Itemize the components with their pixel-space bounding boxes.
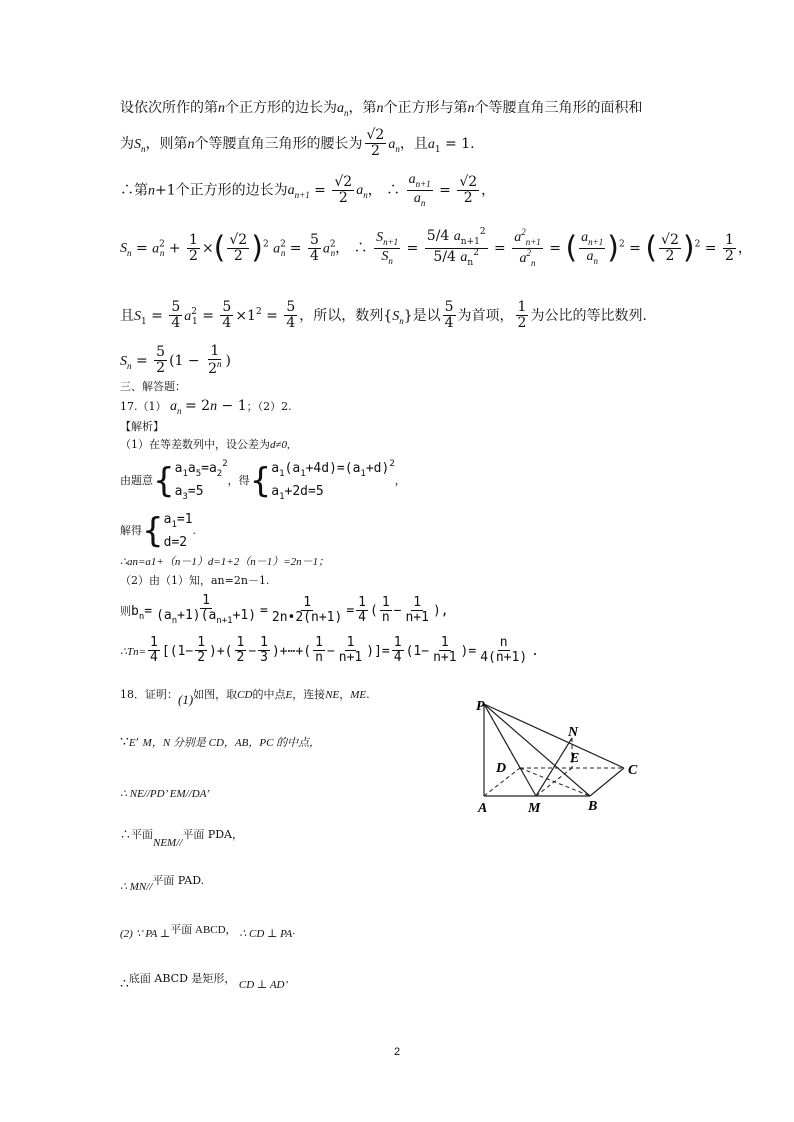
para-line-5: 且$S_1$ = $\frac{5}{4}$ $a^2_1$ = $\frac{5}{4}$ $\times 1^2$ = $\frac{5}{4}$ ，所以，数列$\{S_n\}$是以 $\frac{5}{4}$ 为首项， $\frac{1}{2}$ 为公比的等比数列. <box>120 299 647 332</box>
text: 平面 <box>131 828 153 841</box>
text: (2) ∵ PA ⊥ <box>120 928 171 940</box>
text: ，第 <box>348 100 377 116</box>
proof-line-3: ∴平面NEM//平面 PDA， <box>120 828 244 849</box>
text: 底面 ABCD 是矩形， <box>128 972 236 985</box>
text: ，则第 <box>145 135 188 152</box>
text: 个等腰直角三角形的面积和 <box>474 100 643 116</box>
text: ，且 <box>399 135 428 152</box>
text: . <box>470 135 475 152</box>
proof-line-1: ∵E’ M，N 分别是 CD，AB，PC 的中点， <box>120 734 321 750</box>
text: 设依次所作的第 <box>120 100 218 116</box>
text: ∴an=a1+（n－1）d=1+2（n－1）=2n－1； <box>120 556 330 568</box>
text: 是以 <box>412 307 441 324</box>
s5-line <box>120 574 269 587</box>
text: 【解析】 <box>120 420 164 433</box>
section-heading <box>120 380 186 393</box>
s1-line <box>120 438 290 452</box>
text: 个正方形的边长为 <box>225 100 337 116</box>
label-E: E <box>570 751 580 766</box>
edge-MN <box>536 738 572 796</box>
text: 则 <box>120 604 131 618</box>
label-M: M <box>528 801 541 816</box>
text: . <box>192 524 197 537</box>
edge-PC <box>484 704 624 768</box>
para-line-4: $S_n = a^2_n$ + $\frac{1}{2}$ ×( $\frac{√2}{2}$ )$^2$ $a^2_n$ = $\frac{5}{4}$ $a^2_n$， ∴ $\frac{S_{n+1}}{S_n}$ = $\frac{5/4 a_{n+1}^2}{5/4 a_n^2}$ = $\frac{a^2_{n+1}}{a^2_n}$ = ( $\frac{a_{n+1}}{a_n}$ )$^2$ = ( $\frac{√2}{2}$ )$^2$ = $\frac{1}{2}$ ， <box>120 227 752 268</box>
text: ∴第 <box>120 182 148 199</box>
text: 18．证明： <box>120 688 178 701</box>
label-N: N <box>568 725 579 740</box>
text: ，所以，数列 <box>299 307 384 324</box>
text: . <box>366 688 370 701</box>
para-line-1: 设依次所作的第n个正方形的边长为$a_n$，第n个正方形与第n个等腰直角三角形的面积和 <box>120 100 643 118</box>
analysis-heading <box>120 420 164 433</box>
text: ∴ MN// <box>120 881 153 893</box>
text: 个等腰直角三角形的腰长为 <box>194 135 363 152</box>
proof-line-6: ∴底面 ABCD 是矩形， CD ⊥ AD’ <box>120 972 289 992</box>
text: 平面 PDA， <box>182 828 244 841</box>
edge-DB <box>520 768 590 796</box>
text: ∴Tn= <box>120 645 147 658</box>
text: d≠0, <box>270 439 290 451</box>
label-B: B <box>588 799 598 814</box>
text: ，得 <box>227 474 250 487</box>
para-line-2: 为$S_n$，则第n个等腰直角三角形的腰长为 $\frac{√2}{2}$ $a_n$，且$a_1 = 1$. <box>120 127 475 160</box>
s2-line: 由题意{ $a_1a_5=a_2^2$ $a_3=5$ ，得{ $a_1(a_1+4d)=(a_1+d)^2$ $a_1+2d=5$ ， <box>120 459 406 502</box>
text: 个正方形与第 <box>383 100 468 116</box>
label-A: A <box>478 801 488 816</box>
para-line-6: $S_n$ = $\frac{5}{2}$ (1 − $\frac{1}{2^n}$ ) <box>120 343 231 378</box>
pyramid-figure <box>474 700 654 820</box>
edge-PB <box>484 704 590 796</box>
s3-line: 解得{ $a_1=1$ d=2 . <box>120 511 197 551</box>
label-D: D <box>496 761 507 776</box>
s7-line: ∴Tn= $\frac{1}{4}$ [(1− $\frac{1}{2}$ )+( $\frac{1}{2}$ − $\frac{1}{3}$ )+⋯+( $\frac{1}{n}$ − $\frac{1}{n+1}$ )]= $\frac{1}{4}$ (1− $\frac{1}{n+1}$ )= $\frac{n}{4(n+1)}$ . <box>120 635 539 666</box>
text: 为首项， <box>457 307 514 324</box>
text: （1）在等差数列中，设公差为 <box>120 438 270 451</box>
q17-line: 17.（1） $a_n = 2n - 1$；（2）2. <box>120 398 292 416</box>
text: 个正方形的边长为 <box>175 182 288 199</box>
text: 17.（1） <box>120 400 167 413</box>
edge-BC <box>590 768 624 796</box>
label-C: C <box>628 763 638 778</box>
text: 平面 ABCD， <box>170 924 237 936</box>
proof-line-5 <box>120 924 295 941</box>
s6-line: 则$b_n=$ $\frac{1}{(a_n+1)(a_{n+1}+1)}$ = $\frac{1}{2n•2(n+1)}$ = $\frac{1}{4}$ ( $\frac{1}{n}$ − $\frac{1}{n+1}$ ), <box>120 593 449 627</box>
text: 由题意 <box>120 474 153 487</box>
text: 三、解答题： <box>120 380 186 393</box>
fraction: $\frac{√2}{2}$ <box>366 127 385 160</box>
para-line-3: ∴第n+1个正方形的边长为$a_{n+1}$ = $\frac{√2}{2}$ $a_n$， ∴ $\frac{a_{n+1}}{a_n}$ = $\frac{√2}{2}$ ， <box>120 172 496 208</box>
text: 且 <box>120 307 134 324</box>
text: 平面 PAD. <box>152 874 205 887</box>
text: 的中点 <box>252 688 286 701</box>
text: ∴ CD ⊥ PA· <box>239 928 295 940</box>
text: （2）由（1）知，an=2n－1. <box>120 574 270 587</box>
text: 如图，取 <box>193 688 238 701</box>
text: 解得 <box>120 524 142 537</box>
text: 为 <box>120 135 134 152</box>
text: ；（2）2. <box>246 400 292 413</box>
page-number: 2 <box>394 1046 401 1058</box>
text: ∴ NE//PD’ EM//DA’ <box>120 788 210 800</box>
text: 为公比的等比数列. <box>530 307 647 324</box>
s4-line <box>120 556 329 569</box>
text: ，连接 <box>292 688 326 701</box>
text: CD ⊥ AD’ <box>238 979 289 991</box>
label-P: P <box>476 700 485 714</box>
proof-line-4 <box>120 874 204 894</box>
text: ， <box>339 688 351 701</box>
proof-line-2 <box>120 788 210 801</box>
text: ， <box>394 474 406 487</box>
text: M，N 分别是 CD，AB，PC 的中点， <box>142 737 321 749</box>
q18-line: 18．证明：(1)如图，取CD的中点E，连接NE，ME. <box>120 688 370 707</box>
